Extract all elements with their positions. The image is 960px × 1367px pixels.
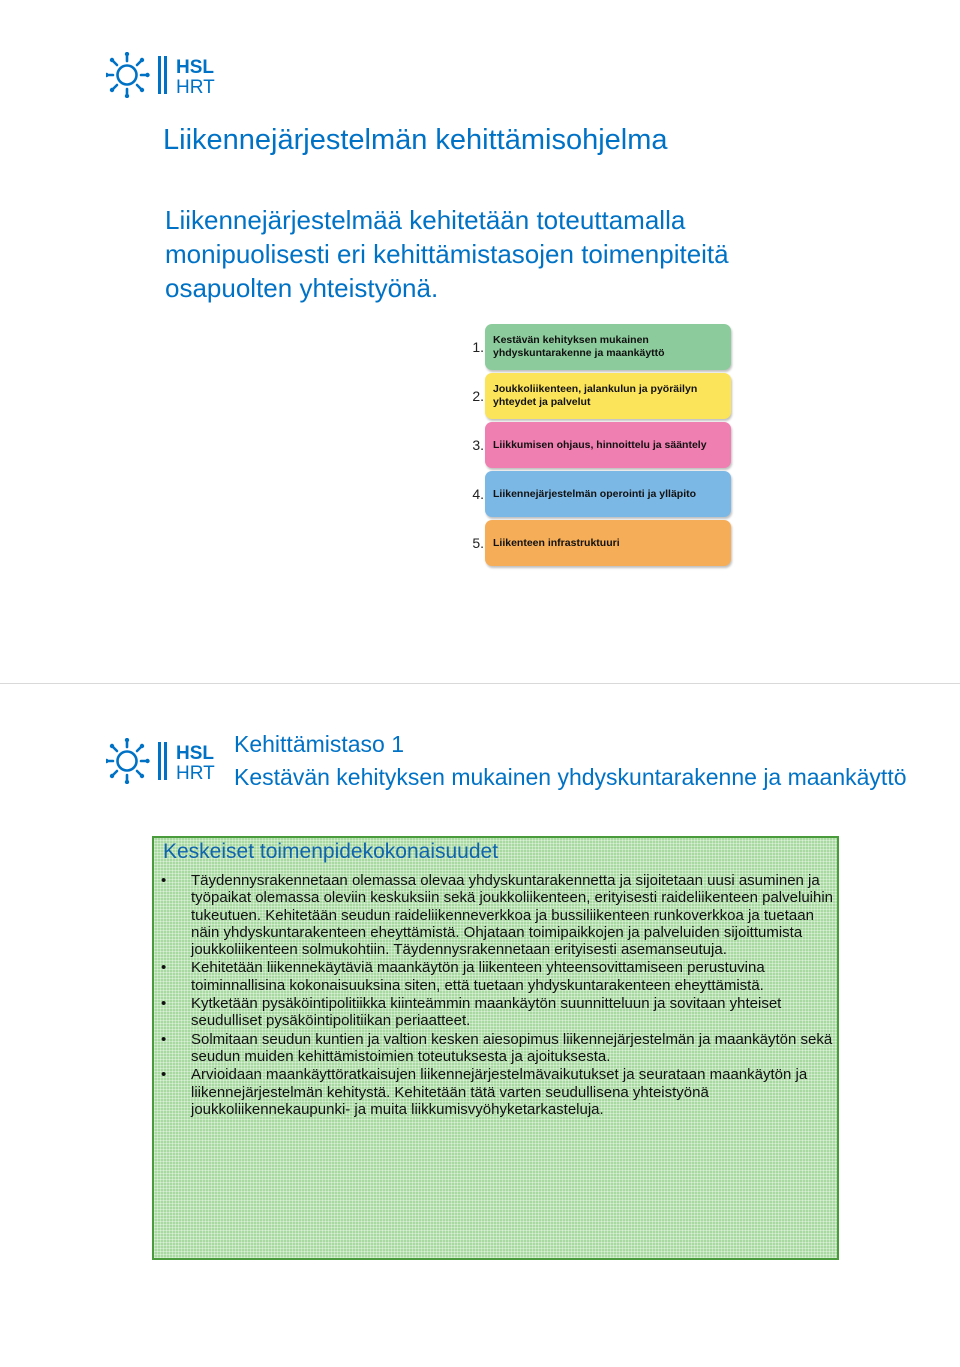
list-item — [154, 1066, 837, 1118]
hsl-logo-2 — [106, 738, 226, 784]
logo-text-hrt: HRT — [176, 763, 215, 784]
logo-text-hrt: HRT — [176, 77, 215, 98]
bullet-text: Täydennysrakennetaan olemassa olevaa yhdyskuntarakennetta ja sijoitetaan uusi asuminen ja työpaikat olemassa oleviin keskuksiin sekä joukkoliikenteen, erityisesti raideliikenteen palveluihin tukeutuen. Kehitetään seudun raideliikenneverkkoa ja bussiliikenteen runkoverkkoa ja tuetaan näin yhdyskuntarakenteen eheyttämistä. Ohjataan toimipaikkojen ja palveluiden sijoittumista joukkoliikenteen solmukohtiin. Täydennysrakennetaan erityisesti asemanseutuja. — [191, 872, 834, 959]
slide-1-subtitle: Liikennejärjestelmää kehitetään toteuttamalla monipuolisesti eri kehittämistasojen toimenpiteitä osapuolten yhteistyönä. — [165, 205, 729, 303]
slide-2-title-line-2: Kestävän kehityksen mukainen yhdyskuntarakenne ja maankäyttö — [234, 764, 907, 790]
level-1 — [460, 324, 740, 370]
bullet-icon: • — [161, 995, 167, 1013]
key-measures-box — [152, 836, 839, 1260]
list-item — [154, 872, 837, 958]
bullet-icon: • — [161, 959, 167, 977]
bullet-text: Kytketään pysäköintipolitiikka kiinteämmin maankäytön suunnitteluun ja sovitaan yhteiset seudulliset pysäköintipolitiikan periaatteet. — [191, 995, 782, 1030]
level-number: 3. — [472, 437, 484, 453]
bullet-icon: • — [161, 872, 167, 889]
level-number: 2. — [472, 388, 484, 404]
level-box: Liikkumisen ohjaus, hinnoittelu ja sääntely — [485, 422, 731, 468]
bullet-text: Arvioidaan maankäyttöratkaisujen liikennejärjestelmävaikutukset ja seurataan maankäytön ja liikennejärjestelmän kehitystä. Kehitetään tätä varten seudullisena yhteistyönä joukkoliikennekaupunki- ja muita liikkumisvyöhyketarkasteluja. — [191, 1066, 808, 1118]
hsl-logo-graphic — [106, 52, 226, 98]
level-box: Kestävän kehityksen mukainen yhdyskuntarakenne ja maankäyttö — [485, 324, 731, 370]
list-item — [154, 959, 837, 994]
level-number: 4. — [472, 486, 484, 502]
key-measures-list — [154, 872, 837, 1119]
bullet-text: Solmitaan seudun kuntien ja valtion kesken aiesopimus liikennejärjestelmän ja maankäytön sekä seudun muiden kehittämistoimien toteutuksesta ja ajoituksesta. — [191, 1030, 833, 1065]
level-4 — [460, 471, 740, 517]
list-item — [154, 995, 837, 1030]
level-box: Liikennejärjestelmän operointi ja ylläpito — [485, 471, 731, 517]
level-5 — [460, 520, 740, 566]
level-3 — [460, 422, 740, 468]
level-box: Joukkoliikenteen, jalankulun ja pyöräilyn yhteydet ja palvelut — [485, 373, 731, 419]
bullet-icon: • — [161, 1030, 167, 1048]
logo-text-hsl: HSL — [176, 743, 214, 764]
level-2 — [460, 373, 740, 419]
slide-1-title: Liikennejärjestelmän kehittämisohjelma — [163, 124, 668, 156]
bullet-text: Kehitetään liikennekäytäviä maankäytön ja liikenteen yhteensovittamiseen perustuvina toiminnallisina kokonaisuuksina siten, että tuetaan yhdyskuntarakenteen eheyttämistä. — [191, 959, 765, 994]
level-box: Liikenteen infrastruktuuri — [485, 520, 731, 566]
slide-1 — [0, 0, 960, 683]
hsl-logo-graphic — [106, 738, 226, 784]
logo-text-hsl: HSL — [176, 57, 214, 78]
list-item — [154, 1031, 837, 1066]
slide-2-title — [234, 728, 924, 794]
level-number: 5. — [472, 535, 484, 551]
bullet-icon: • — [161, 1066, 167, 1084]
slide-2-title-line-1: Kehittämistaso 1 — [234, 731, 405, 757]
hsl-logo — [106, 52, 226, 98]
key-measures-heading: Keskeiset toimenpidekokonaisuudet — [163, 840, 499, 863]
level-number: 1. — [472, 339, 484, 355]
